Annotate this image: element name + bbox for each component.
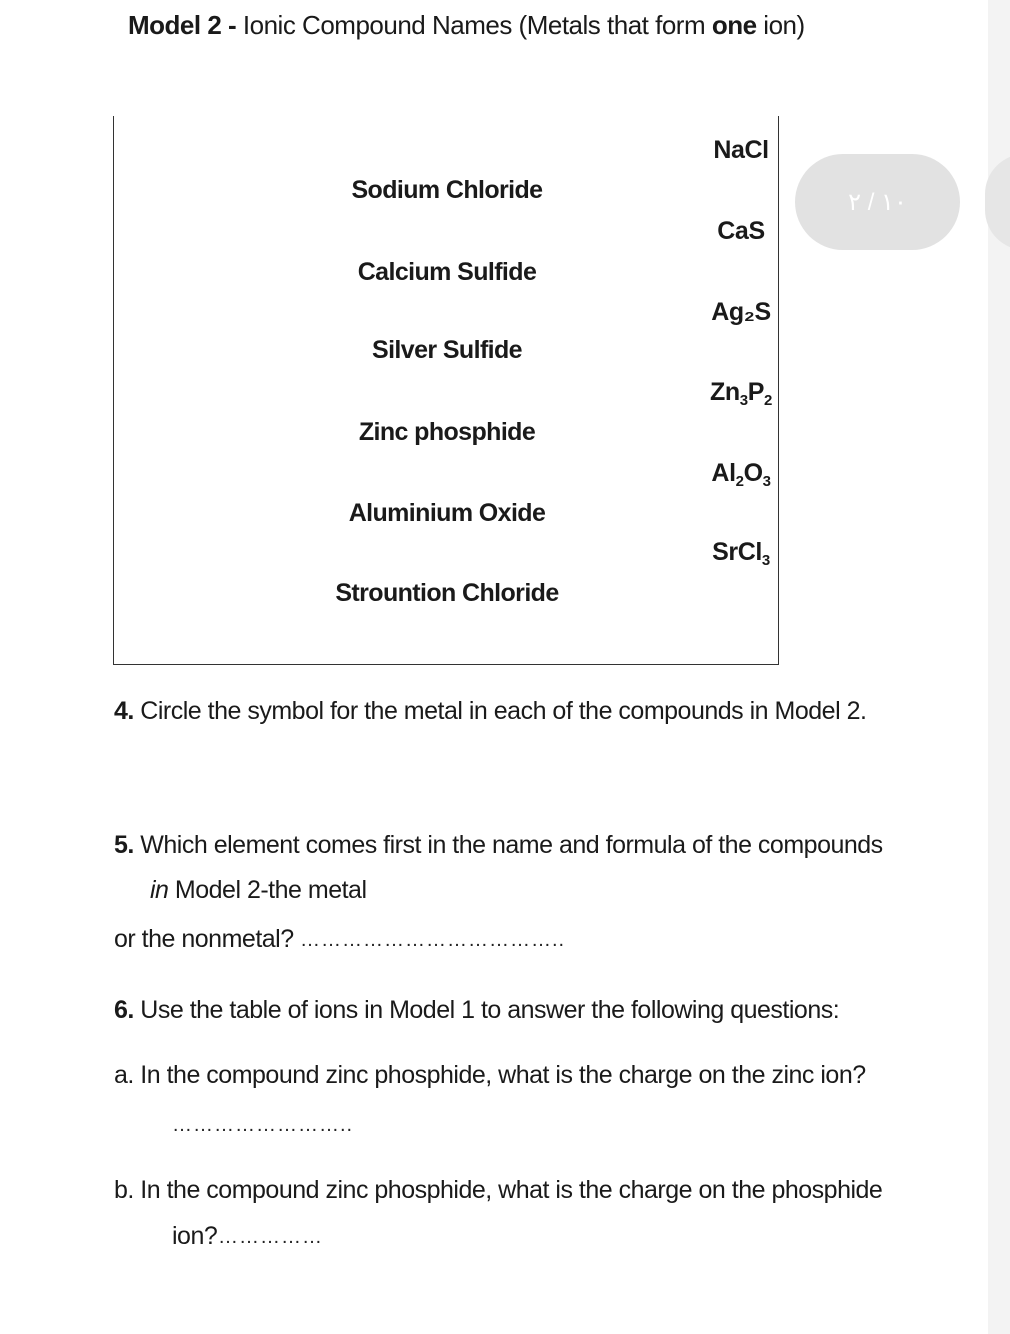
page-indicator: ۲ / ۱۰ [795,154,960,250]
formula-part: Ag₂S [711,298,771,326]
compound-name: Silver Sulfide [372,336,522,364]
question-6a: a. In the compound zinc phosphide, what is the charge on the zinc ion? [114,1061,866,1089]
formula-part: O [743,459,763,487]
formula-part: SrCl [712,538,762,566]
compound-formula [681,298,801,327]
compound-formula [681,538,801,567]
formula-part: P [747,378,765,406]
answer-blank-6a[interactable]: …………………….. [172,1114,354,1136]
compound-formula [681,217,801,246]
model-label: Model 2 [128,10,222,40]
title-emphasis: one [711,10,757,40]
compound-name: Zinc phosphide [358,418,536,446]
compound-name: Calcium Sulfide [357,258,537,286]
question-text: Use the table of ions in Model 1 to answer the following questions: [133,996,840,1024]
compound-name: Aluminium Oxide [348,499,546,527]
question-number: 5. [114,831,134,859]
answer-blank-5[interactable]: ……………………………….. [300,929,566,951]
question-number: 4. [114,697,134,725]
model-title [128,10,805,41]
question-6b-line-2: ion? [172,1222,218,1250]
question-text: Circle the symbol for the metal in each of the compounds in Model 2. [133,697,867,725]
question-5 [114,831,883,860]
formula-subscript: 2 [735,473,744,490]
formula-subscript: 2 [764,392,772,409]
question-6b: b. In the compound zinc phosphide, what is the charge on the phosphide [114,1176,883,1204]
title-text-before: Ionic Compound Names (Metals that form [242,10,712,40]
formula-subscript: 3 [762,473,771,490]
question-text: Model 2-the metal [168,876,367,904]
formula-part: Zn [710,378,740,406]
formula-part: NaCl [713,136,769,164]
compound-name: Sodium Chloride [351,176,543,204]
compound-formula [681,378,801,407]
compound-formula [681,459,801,488]
formula-part: CaS [717,217,765,245]
compound-name: Strountion Chloride [335,579,559,607]
question-text-italic: in [150,876,169,904]
question-6 [114,996,839,1025]
compound-formula [681,136,801,165]
answer-blank-6b[interactable]: …………… [218,1226,323,1248]
question-5-line-2 [150,876,367,905]
formula-subscript: 3 [761,552,770,569]
question-5-line-3 [114,925,294,954]
question-text: or the nonmetal? [114,925,294,953]
title-text-after: ion) [756,10,805,40]
formula-part: Al [711,459,736,487]
question-text: Which element comes first in the name and formula of the compounds [133,831,883,859]
title-separator: - [221,10,243,40]
question-number: 6. [114,996,134,1024]
question-4 [114,697,866,726]
formula-subscript: 3 [739,392,748,409]
